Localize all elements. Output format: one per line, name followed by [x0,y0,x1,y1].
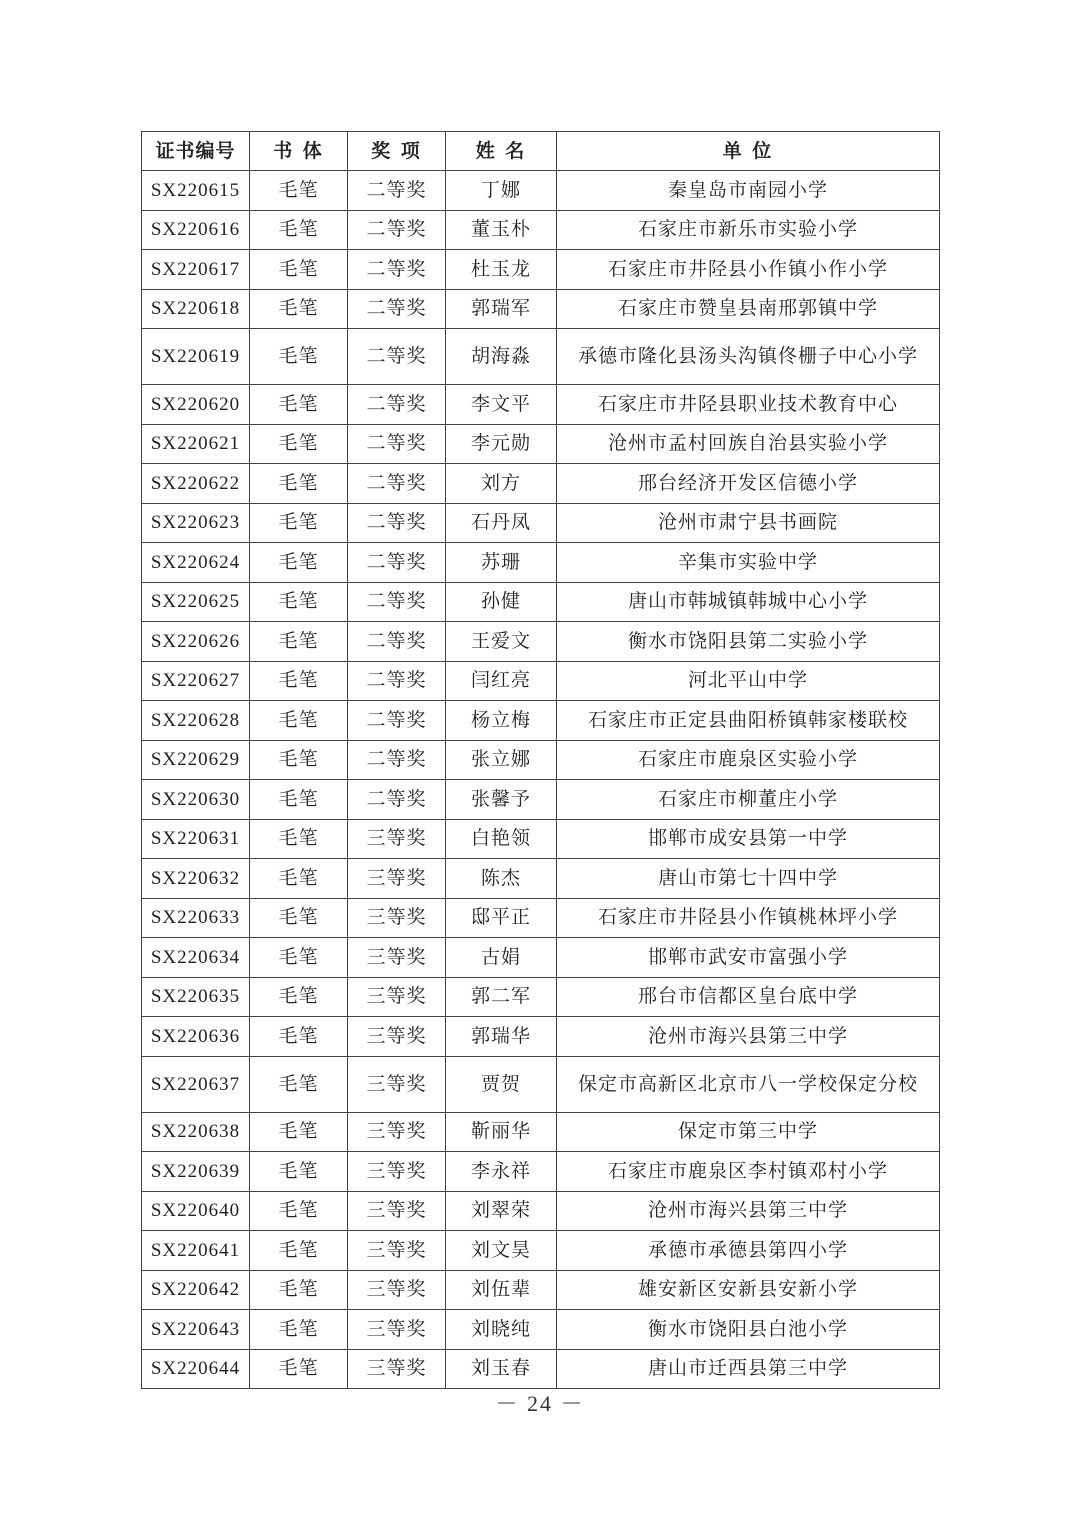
cell-unit: 邢台市信都区皇台底中学 [557,977,940,1017]
cell-name: 郭瑞军 [446,289,557,329]
cell-unit: 石家庄市正定县曲阳桥镇韩家楼联校 [557,701,940,741]
cell-certificate-number: SX220622 [142,464,250,504]
cell-script-style: 毛笔 [250,543,348,583]
cell-award: 三等奖 [348,898,446,938]
cell-script-style: 毛笔 [250,1017,348,1057]
table-row [142,622,940,662]
cell-name: 刘玉春 [446,1349,557,1389]
cell-script-style: 毛笔 [250,503,348,543]
cell-certificate-number: SX220627 [142,661,250,701]
cell-script-style: 毛笔 [250,819,348,859]
cell-certificate-number: SX220636 [142,1017,250,1057]
cell-certificate-number: SX220619 [142,329,250,385]
table-row [142,1270,940,1310]
cell-award: 二等奖 [348,289,446,329]
cell-script-style: 毛笔 [250,424,348,464]
certificate-table [141,131,940,1389]
cell-certificate-number: SX220623 [142,503,250,543]
cell-award: 二等奖 [348,661,446,701]
cell-script-style: 毛笔 [250,938,348,978]
cell-unit: 秦皇岛市南园小学 [557,171,940,211]
cell-script-style: 毛笔 [250,1056,348,1112]
cell-script-style: 毛笔 [250,171,348,211]
cell-unit: 保定市高新区北京市八一学校保定分校 [557,1056,940,1112]
cell-unit: 邯郸市成安县第一中学 [557,819,940,859]
cell-award: 二等奖 [348,701,446,741]
cell-unit: 衡水市饶阳县第二实验小学 [557,622,940,662]
table-row [142,1310,940,1350]
cell-award: 二等奖 [348,582,446,622]
cell-script-style: 毛笔 [250,385,348,425]
table-row [142,385,940,425]
header-script-style: 书 体 [250,132,348,171]
cell-name: 郭二军 [446,977,557,1017]
table-row [142,977,940,1017]
table-row [142,464,940,504]
cell-unit: 河北平山中学 [557,661,940,701]
cell-name: 刘晓纯 [446,1310,557,1350]
cell-award: 三等奖 [348,1191,446,1231]
cell-award: 二等奖 [348,210,446,250]
cell-award: 三等奖 [348,1017,446,1057]
header-name: 姓 名 [446,132,557,171]
cell-award: 三等奖 [348,1152,446,1192]
cell-unit: 沧州市肃宁县书画院 [557,503,940,543]
cell-unit: 雄安新区安新县安新小学 [557,1270,940,1310]
cell-script-style: 毛笔 [250,859,348,899]
cell-unit: 石家庄市柳董庄小学 [557,780,940,820]
cell-script-style: 毛笔 [250,1191,348,1231]
header-unit: 单 位 [557,132,940,171]
cell-unit: 邯郸市武安市富强小学 [557,938,940,978]
cell-certificate-number: SX220644 [142,1349,250,1389]
cell-script-style: 毛笔 [250,622,348,662]
cell-award: 二等奖 [348,329,446,385]
cell-name: 邸平正 [446,898,557,938]
cell-certificate-number: SX220631 [142,819,250,859]
cell-name: 李永祥 [446,1152,557,1192]
cell-certificate-number: SX220626 [142,622,250,662]
cell-award: 三等奖 [348,1056,446,1112]
cell-name: 董玉朴 [446,210,557,250]
table-row [142,1231,940,1271]
cell-award: 三等奖 [348,1349,446,1389]
cell-certificate-number: SX220625 [142,582,250,622]
cell-certificate-number: SX220632 [142,859,250,899]
cell-certificate-number: SX220621 [142,424,250,464]
cell-unit: 沧州市孟村回族自治县实验小学 [557,424,940,464]
cell-name: 李元勋 [446,424,557,464]
cell-certificate-number: SX220638 [142,1112,250,1152]
cell-script-style: 毛笔 [250,1310,348,1350]
cell-script-style: 毛笔 [250,780,348,820]
cell-unit: 唐山市第七十四中学 [557,859,940,899]
cell-award: 二等奖 [348,250,446,290]
cell-name: 苏珊 [446,543,557,583]
table-row [142,582,940,622]
cell-certificate-number: SX220628 [142,701,250,741]
cell-name: 丁娜 [446,171,557,211]
cell-certificate-number: SX220615 [142,171,250,211]
cell-unit: 承德市隆化县汤头沟镇佟栅子中心小学 [557,329,940,385]
table-row [142,661,940,701]
cell-name: 刘方 [446,464,557,504]
cell-award: 二等奖 [348,622,446,662]
cell-unit: 石家庄市鹿泉区实验小学 [557,740,940,780]
cell-name: 王爱文 [446,622,557,662]
cell-name: 刘文昊 [446,1231,557,1271]
cell-script-style: 毛笔 [250,250,348,290]
table-row [142,1112,940,1152]
cell-unit: 石家庄市鹿泉区李村镇邓村小学 [557,1152,940,1192]
cell-script-style: 毛笔 [250,1231,348,1271]
cell-name: 张立娜 [446,740,557,780]
cell-certificate-number: SX220635 [142,977,250,1017]
cell-unit: 承德市承德县第四小学 [557,1231,940,1271]
cell-name: 刘伍辈 [446,1270,557,1310]
cell-unit: 衡水市饶阳县白池小学 [557,1310,940,1350]
cell-name: 白艳领 [446,819,557,859]
table-row [142,740,940,780]
table-row [142,289,940,329]
cell-award: 二等奖 [348,464,446,504]
cell-unit: 沧州市海兴县第三中学 [557,1191,940,1231]
cell-script-style: 毛笔 [250,582,348,622]
cell-award: 二等奖 [348,780,446,820]
table-row [142,503,940,543]
cell-certificate-number: SX220618 [142,289,250,329]
cell-certificate-number: SX220634 [142,938,250,978]
cell-script-style: 毛笔 [250,1152,348,1192]
cell-unit: 辛集市实验中学 [557,543,940,583]
table-row [142,329,940,385]
cell-name: 古娟 [446,938,557,978]
cell-script-style: 毛笔 [250,740,348,780]
table-body [142,171,940,1389]
table-row [142,1191,940,1231]
cell-unit: 沧州市海兴县第三中学 [557,1017,940,1057]
cell-certificate-number: SX220620 [142,385,250,425]
cell-award: 三等奖 [348,819,446,859]
cell-unit: 石家庄市井陉县小作镇小作小学 [557,250,940,290]
cell-script-style: 毛笔 [250,329,348,385]
cell-certificate-number: SX220642 [142,1270,250,1310]
cell-unit: 石家庄市新乐市实验小学 [557,210,940,250]
table-row [142,171,940,211]
cell-award: 三等奖 [348,977,446,1017]
cell-unit: 石家庄市井陉县小作镇桃林坪小学 [557,898,940,938]
table-row [142,859,940,899]
cell-certificate-number: SX220624 [142,543,250,583]
cell-name: 闫红亮 [446,661,557,701]
cell-award: 三等奖 [348,1112,446,1152]
cell-script-style: 毛笔 [250,1349,348,1389]
cell-script-style: 毛笔 [250,1270,348,1310]
cell-script-style: 毛笔 [250,661,348,701]
cell-unit: 唐山市迁西县第三中学 [557,1349,940,1389]
cell-name: 胡海淼 [446,329,557,385]
cell-name: 杨立梅 [446,701,557,741]
table-row [142,1349,940,1389]
table-row [142,898,940,938]
cell-certificate-number: SX220629 [142,740,250,780]
cell-unit: 保定市第三中学 [557,1112,940,1152]
cell-award: 二等奖 [348,385,446,425]
cell-name: 靳丽华 [446,1112,557,1152]
cell-script-style: 毛笔 [250,701,348,741]
cell-script-style: 毛笔 [250,1112,348,1152]
table-row [142,938,940,978]
cell-script-style: 毛笔 [250,898,348,938]
cell-award: 二等奖 [348,543,446,583]
cell-award: 二等奖 [348,740,446,780]
cell-award: 二等奖 [348,503,446,543]
cell-award: 三等奖 [348,1231,446,1271]
table-row [142,1017,940,1057]
cell-unit: 唐山市韩城镇韩城中心小学 [557,582,940,622]
cell-script-style: 毛笔 [250,210,348,250]
cell-name: 贾贺 [446,1056,557,1112]
table-row [142,780,940,820]
cell-certificate-number: SX220630 [142,780,250,820]
cell-name: 郭瑞华 [446,1017,557,1057]
cell-award: 二等奖 [348,424,446,464]
cell-certificate-number: SX220633 [142,898,250,938]
table-header-row [142,132,940,171]
cell-name: 陈杰 [446,859,557,899]
table-row [142,819,940,859]
header-certificate-number: 证书编号 [142,132,250,171]
cell-name: 孙健 [446,582,557,622]
cell-script-style: 毛笔 [250,289,348,329]
cell-unit: 邢台经济开发区信德小学 [557,464,940,504]
cell-award: 二等奖 [348,171,446,211]
cell-certificate-number: SX220616 [142,210,250,250]
table-row [142,701,940,741]
table-row [142,424,940,464]
cell-certificate-number: SX220641 [142,1231,250,1271]
table-row [142,543,940,583]
cell-name: 石丹凤 [446,503,557,543]
cell-certificate-number: SX220637 [142,1056,250,1112]
cell-certificate-number: SX220640 [142,1191,250,1231]
table-row [142,250,940,290]
cell-unit: 石家庄市赞皇县南邢郭镇中学 [557,289,940,329]
cell-name: 张馨予 [446,780,557,820]
table-row [142,1056,940,1112]
cell-name: 刘翠荣 [446,1191,557,1231]
table-row [142,1152,940,1192]
cell-script-style: 毛笔 [250,464,348,504]
cell-award: 三等奖 [348,859,446,899]
cell-certificate-number: SX220643 [142,1310,250,1350]
header-award: 奖 项 [348,132,446,171]
cell-certificate-number: SX220639 [142,1152,250,1192]
cell-script-style: 毛笔 [250,977,348,1017]
page-number: － 24 － [495,1391,585,1416]
table-row [142,210,940,250]
cell-unit: 石家庄市井陉县职业技术教育中心 [557,385,940,425]
cell-name: 杜玉龙 [446,250,557,290]
cell-award: 三等奖 [348,1310,446,1350]
cell-award: 三等奖 [348,938,446,978]
cell-award: 三等奖 [348,1270,446,1310]
cell-name: 李文平 [446,385,557,425]
cell-certificate-number: SX220617 [142,250,250,290]
